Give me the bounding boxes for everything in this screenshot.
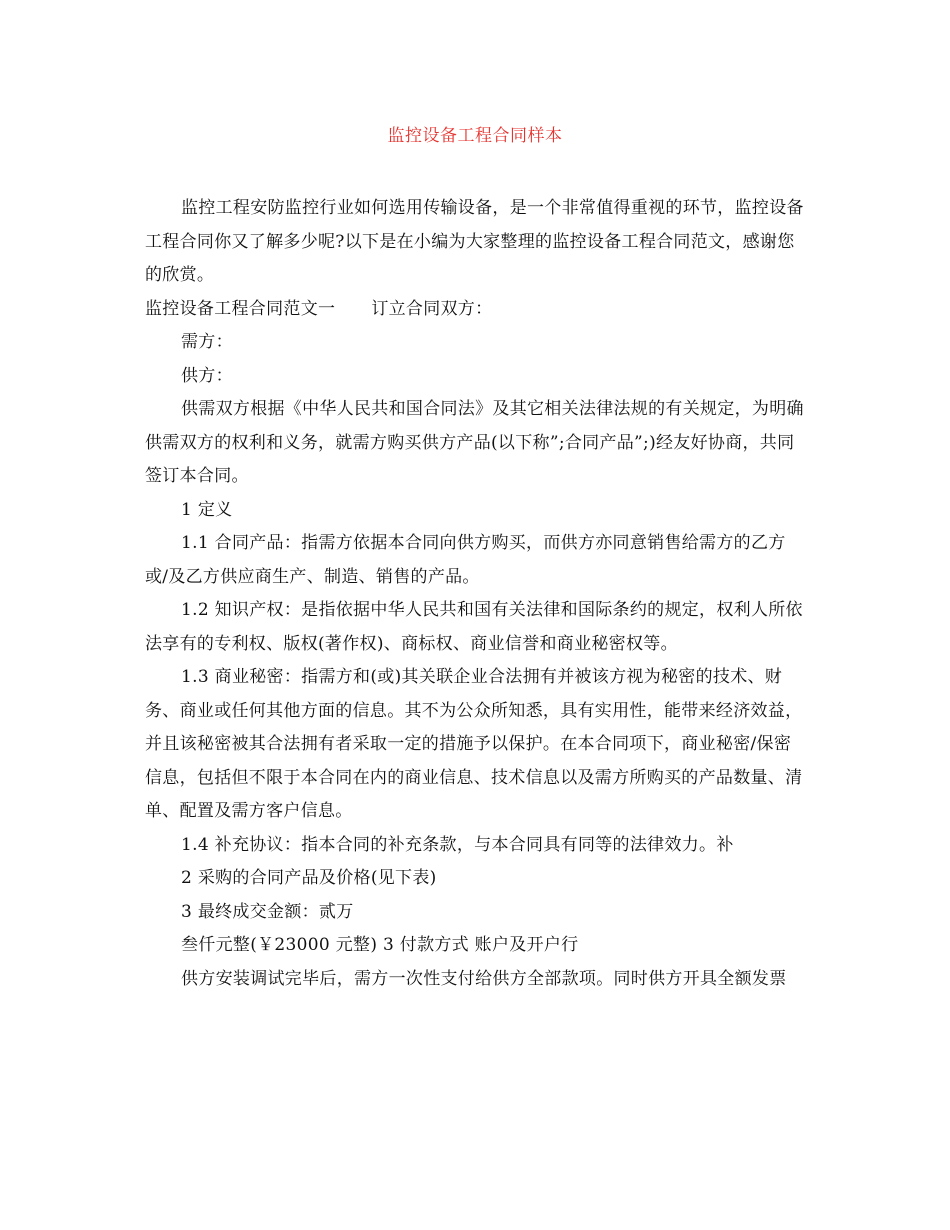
section-1-title: 1 定义 — [181, 499, 233, 520]
document-title: 监控设备工程合同样本 — [387, 126, 563, 146]
section-2-title: 2 采购的合同产品及价格(见下表) — [181, 868, 437, 888]
preamble-paragraph: 供需双方根据《中华人民共和国合同法》及其它相关法律法规的有关规定，为明确供需双方的权利和义务，就需方购买供方产品(以下称”;合同产品”;)经友好协商，共同签订本合同。 — [145, 399, 804, 486]
party-supply: 供方： — [181, 365, 233, 386]
clause-1-3: 1.3 商业秘密：指需方和(或)其关联企业合法拥有并被该方视为秘密的技术、财务、商业或任何其他方面的信息。其不为公众所知悉，具有实用性，能带来经济效益，并且该秘密被其合法拥有者采取一定的措施予以保护。在本合同项下，商业秘密/保密信息，包括但不限于本合同在内的商业信息、技术信息以及需方所购买的产品数量、清单、配置及需方客户信息。 — [145, 667, 803, 821]
clause-1-4: 1.4 补充协议：指本合同的补充条款，与本合同具有同等的法律效力。补 — [181, 834, 734, 855]
party-demand: 需方： — [181, 332, 233, 352]
contract-heading-parties: 订立合同双方： — [371, 298, 493, 319]
contract-heading-title: 监控设备工程合同范文一 — [145, 298, 336, 319]
section-3-title: 3 最终成交金额：贰万 — [181, 901, 354, 922]
clause-1-2: 1.2 知识产权：是指依据中华人民共和国有关法律和国际条约的规定，权利人所依法享有的专利权、版权(著作权)、商标权、商业信誉和商业秘密权等。 — [145, 600, 803, 654]
clause-1-1: 1.1 合同产品：指需方依据本合同向供方购买，而供方亦同意销售给需方的乙方或/及乙方供应商生产、制造、销售的产品。 — [145, 533, 786, 587]
amount-line: 叁仟元整(￥23000 元整) 3 付款方式 账户及开户行 — [181, 935, 579, 955]
document-body — [145, 192, 805, 996]
payment-terms: 供方安装调试完毕后，需方一次性支付给供方全部款项。同时供方开具全额发票 — [181, 968, 787, 989]
intro-paragraph: 监控工程安防监控行业如何选用传输设备，是一个非常值得重视的环节，监控设备工程合同你又了解多少呢?以下是在小编为大家整理的监控设备工程合同范文，感谢您的欣赏。 — [145, 198, 804, 285]
contract-heading — [145, 293, 805, 327]
